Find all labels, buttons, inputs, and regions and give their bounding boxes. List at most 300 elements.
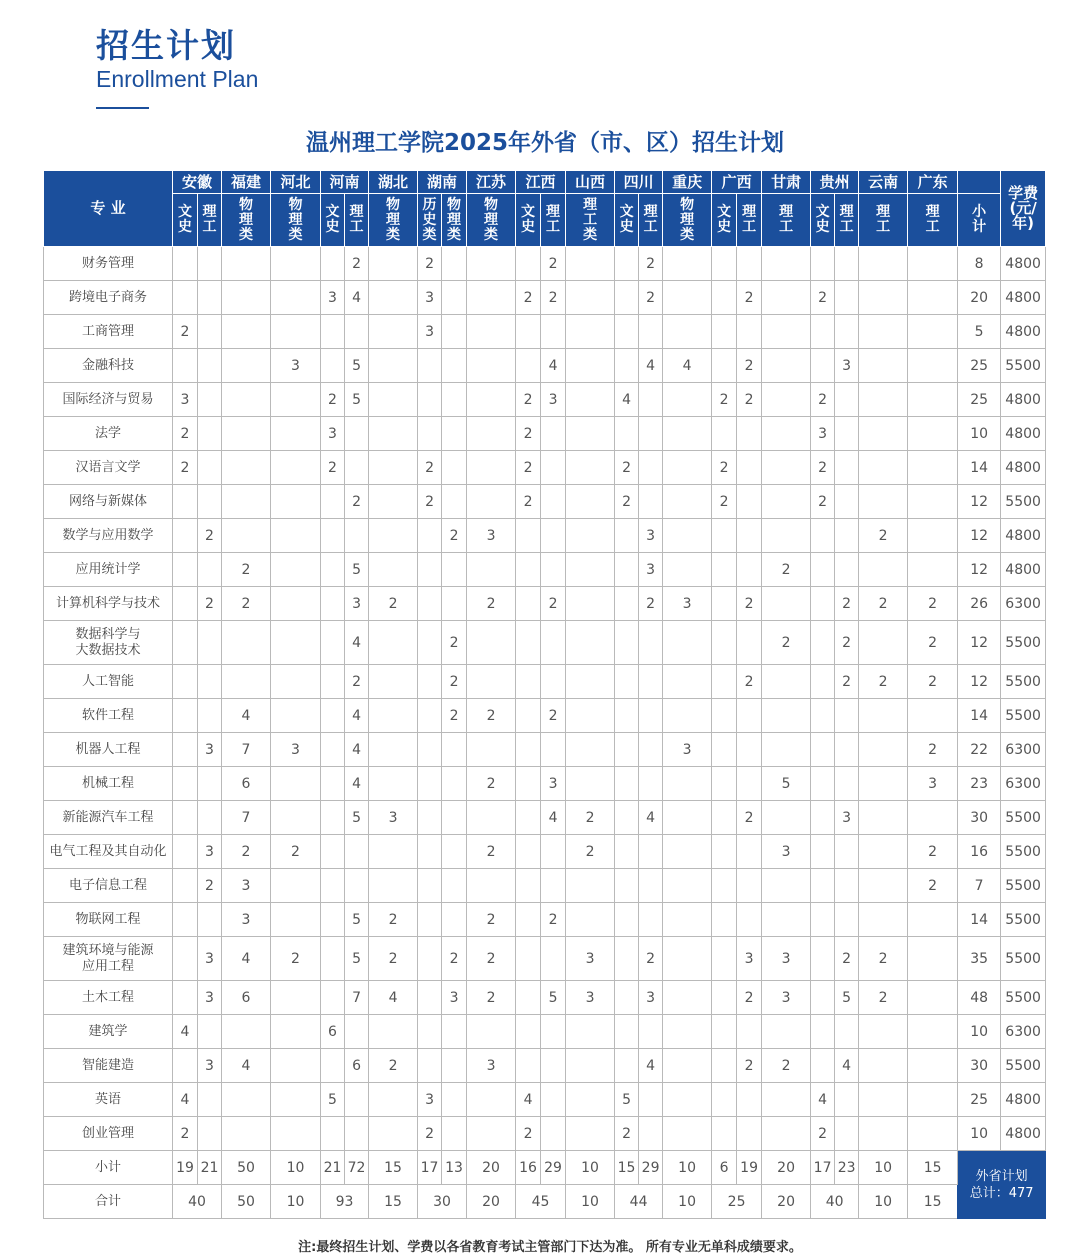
- major-name: 法学: [44, 417, 173, 451]
- quota-cell: [811, 699, 835, 733]
- row-subtotal: 14: [958, 699, 1001, 733]
- quota-cell: 2: [737, 587, 762, 621]
- footnote: 注:最终招生计划、学费以各省教育考试主管部门下达为准。 所有专业无单科成绩要求。: [298, 1240, 802, 1255]
- quota-cell: 2: [762, 553, 811, 587]
- quota-cell: [271, 281, 321, 315]
- quota-cell: 4: [811, 1083, 835, 1117]
- table-title: 温州理工学院2025年外省（市、区）招生计划: [305, 130, 784, 156]
- quota-cell: 2: [835, 621, 859, 665]
- quota-cell: [321, 733, 345, 767]
- table-row: [44, 869, 1046, 903]
- quota-cell: [345, 1083, 369, 1117]
- quota-cell: [418, 981, 442, 1015]
- subtotal-label: 小计: [44, 1151, 173, 1185]
- quota-cell: [908, 937, 958, 981]
- quota-cell: [271, 587, 321, 621]
- quota-cell: 2: [345, 665, 369, 699]
- quota-cell: [345, 315, 369, 349]
- quota-cell: [321, 519, 345, 553]
- quota-cell: [321, 315, 345, 349]
- table-row: [44, 349, 1046, 383]
- quota-cell: [908, 1117, 958, 1151]
- quota-cell: [442, 767, 467, 801]
- quota-cell: 2: [859, 519, 908, 553]
- quota-cell: [369, 247, 418, 281]
- quota-cell: [442, 247, 467, 281]
- row-subtotal: 14: [958, 903, 1001, 937]
- tuition-fee: 5500: [1001, 699, 1046, 733]
- quota-cell: [566, 281, 615, 315]
- quota-cell: [908, 383, 958, 417]
- quota-cell: [198, 417, 222, 451]
- quota-cell: [811, 869, 835, 903]
- row-subtotal: 25: [958, 349, 1001, 383]
- grand-total: 外省计划 总计：477: [958, 1151, 1046, 1219]
- quota-cell: 3: [566, 937, 615, 981]
- quota-cell: [639, 1117, 663, 1151]
- quota-cell: 3: [762, 835, 811, 869]
- table-row: [44, 621, 1046, 665]
- quota-cell: 4: [345, 733, 369, 767]
- major-name: 软件工程: [44, 699, 173, 733]
- quota-cell: 2: [811, 281, 835, 315]
- tuition-fee: 4800: [1001, 383, 1046, 417]
- quota-cell: [663, 451, 712, 485]
- quota-cell: [173, 247, 198, 281]
- quota-cell: 2: [418, 451, 442, 485]
- quota-cell: [835, 1015, 859, 1049]
- quota-cell: [663, 1015, 712, 1049]
- quota-cell: [566, 621, 615, 665]
- province-header: 江西: [516, 171, 566, 194]
- quota-cell: 2: [811, 485, 835, 519]
- tuition-fee: 5500: [1001, 485, 1046, 519]
- tuition-fee: 4800: [1001, 1117, 1046, 1151]
- quota-cell: [222, 451, 271, 485]
- quota-cell: [345, 835, 369, 869]
- subject-header: 理 工: [639, 194, 663, 247]
- quota-cell: [345, 869, 369, 903]
- header-row-subjects: [44, 194, 1046, 247]
- quota-cell: [516, 587, 541, 621]
- major-name: 网络与新媒体: [44, 485, 173, 519]
- quota-cell: [541, 665, 566, 699]
- subtotal-cell: 15: [908, 1151, 958, 1185]
- quota-cell: [467, 1117, 516, 1151]
- quota-cell: [712, 699, 737, 733]
- province-header: 江苏: [467, 171, 516, 194]
- quota-cell: [321, 937, 345, 981]
- quota-cell: 3: [541, 767, 566, 801]
- quota-cell: [566, 1117, 615, 1151]
- quota-cell: [541, 1117, 566, 1151]
- quota-cell: [859, 903, 908, 937]
- major-name: 智能建造: [44, 1049, 173, 1083]
- province-total: 15: [369, 1185, 418, 1219]
- quota-cell: [615, 835, 639, 869]
- quota-cell: [442, 315, 467, 349]
- quota-cell: [615, 315, 639, 349]
- quota-cell: [712, 587, 737, 621]
- quota-cell: [835, 835, 859, 869]
- quota-cell: [737, 553, 762, 587]
- quota-cell: 2: [442, 621, 467, 665]
- quota-cell: 2: [859, 981, 908, 1015]
- quota-cell: [369, 1015, 418, 1049]
- province-header: 河南: [321, 171, 369, 194]
- quota-cell: [418, 903, 442, 937]
- tuition-fee: 5500: [1001, 801, 1046, 835]
- subject-header: 物 理 类: [467, 194, 516, 247]
- quota-cell: [566, 553, 615, 587]
- quota-cell: [811, 519, 835, 553]
- quota-cell: [442, 383, 467, 417]
- subtotal-cell: 17: [418, 1151, 442, 1185]
- quota-cell: 3: [198, 733, 222, 767]
- row-subtotal: 16: [958, 835, 1001, 869]
- province-total: 93: [321, 1185, 369, 1219]
- quota-cell: [418, 1049, 442, 1083]
- quota-cell: [859, 1083, 908, 1117]
- subject-header: 物 理 类: [442, 194, 467, 247]
- quota-cell: [615, 1015, 639, 1049]
- quota-cell: [271, 903, 321, 937]
- quota-cell: [615, 281, 639, 315]
- row-subtotal: 10: [958, 1015, 1001, 1049]
- quota-cell: 2: [173, 451, 198, 485]
- table-row: [44, 1117, 1046, 1151]
- quota-cell: 7: [222, 733, 271, 767]
- quota-cell: [615, 417, 639, 451]
- quota-cell: [198, 1015, 222, 1049]
- quota-cell: 2: [615, 1117, 639, 1151]
- quota-cell: 5: [345, 383, 369, 417]
- quota-cell: [615, 665, 639, 699]
- quota-cell: [712, 665, 737, 699]
- quota-cell: [173, 903, 198, 937]
- province-total: 15: [908, 1185, 958, 1219]
- quota-cell: 2: [271, 937, 321, 981]
- table-row: [44, 383, 1046, 417]
- quota-cell: 2: [516, 417, 541, 451]
- quota-cell: [835, 903, 859, 937]
- quota-cell: [516, 767, 541, 801]
- row-subtotal: 12: [958, 621, 1001, 665]
- quota-cell: [615, 801, 639, 835]
- quota-cell: [811, 937, 835, 981]
- quota-cell: [541, 519, 566, 553]
- quota-cell: [835, 699, 859, 733]
- quota-cell: [811, 767, 835, 801]
- quota-cell: [737, 1083, 762, 1117]
- quota-cell: [835, 315, 859, 349]
- quota-cell: [908, 981, 958, 1015]
- quota-cell: [835, 767, 859, 801]
- quota-cell: [541, 835, 566, 869]
- quota-cell: 2: [467, 903, 516, 937]
- quota-cell: [198, 349, 222, 383]
- row-subtotal: 12: [958, 519, 1001, 553]
- quota-cell: [908, 801, 958, 835]
- quota-cell: [615, 869, 639, 903]
- quota-cell: [835, 417, 859, 451]
- quota-cell: 2: [908, 621, 958, 665]
- quota-cell: [467, 733, 516, 767]
- quota-cell: 3: [173, 383, 198, 417]
- quota-cell: [516, 801, 541, 835]
- quota-cell: [639, 383, 663, 417]
- quota-cell: [663, 903, 712, 937]
- tuition-fee: 5500: [1001, 937, 1046, 981]
- quota-cell: [541, 869, 566, 903]
- quota-cell: 4: [639, 1049, 663, 1083]
- quota-cell: 3: [271, 349, 321, 383]
- quota-cell: [271, 767, 321, 801]
- quota-cell: [467, 869, 516, 903]
- quota-cell: [516, 1049, 541, 1083]
- quota-cell: [859, 383, 908, 417]
- quota-cell: 2: [639, 247, 663, 281]
- quota-cell: [835, 281, 859, 315]
- quota-cell: [762, 1117, 811, 1151]
- quota-cell: [222, 485, 271, 519]
- quota-cell: 5: [345, 801, 369, 835]
- quota-cell: 2: [173, 1117, 198, 1151]
- quota-cell: [516, 937, 541, 981]
- quota-cell: [663, 665, 712, 699]
- quota-cell: [762, 315, 811, 349]
- quota-cell: [737, 903, 762, 937]
- province-header: 安徽: [173, 171, 222, 194]
- province-total: 20: [467, 1185, 516, 1219]
- quota-cell: 4: [173, 1083, 198, 1117]
- quota-cell: [615, 519, 639, 553]
- quota-cell: 2: [516, 281, 541, 315]
- major-name: 土木工程: [44, 981, 173, 1015]
- quota-cell: 2: [369, 1049, 418, 1083]
- quota-cell: [467, 621, 516, 665]
- quota-cell: [442, 801, 467, 835]
- quota-cell: [442, 1117, 467, 1151]
- quota-cell: [222, 281, 271, 315]
- quota-cell: [762, 587, 811, 621]
- quota-cell: [663, 869, 712, 903]
- quota-cell: 4: [639, 801, 663, 835]
- quota-cell: 3: [418, 315, 442, 349]
- quota-cell: 2: [222, 587, 271, 621]
- quota-cell: [369, 699, 418, 733]
- header-row-provinces: [44, 171, 1046, 194]
- quota-cell: [566, 315, 615, 349]
- quota-cell: [271, 451, 321, 485]
- quota-cell: [467, 247, 516, 281]
- quota-cell: 6: [321, 1015, 345, 1049]
- major-name: 英语: [44, 1083, 173, 1117]
- row-subtotal: 30: [958, 1049, 1001, 1083]
- quota-cell: [222, 1117, 271, 1151]
- major-name: 创业管理: [44, 1117, 173, 1151]
- quota-cell: [271, 247, 321, 281]
- quota-cell: [516, 733, 541, 767]
- quota-cell: [442, 903, 467, 937]
- quota-cell: [859, 281, 908, 315]
- tuition-fee: 4800: [1001, 417, 1046, 451]
- quota-cell: [663, 937, 712, 981]
- quota-cell: [639, 665, 663, 699]
- quota-cell: [271, 1049, 321, 1083]
- row-subtotal: 20: [958, 281, 1001, 315]
- quota-cell: [762, 281, 811, 315]
- quota-cell: 2: [345, 247, 369, 281]
- quota-cell: [712, 835, 737, 869]
- major-name: 机器人工程: [44, 733, 173, 767]
- quota-cell: [859, 1117, 908, 1151]
- quota-cell: 2: [737, 383, 762, 417]
- quota-cell: 2: [321, 383, 345, 417]
- quota-cell: [615, 247, 639, 281]
- total-label: 合计: [44, 1185, 173, 1219]
- quota-cell: [442, 349, 467, 383]
- quota-cell: [811, 587, 835, 621]
- quota-cell: [639, 485, 663, 519]
- province-header: 山西: [566, 171, 615, 194]
- quota-cell: 5: [345, 349, 369, 383]
- quota-cell: [566, 869, 615, 903]
- quota-cell: [516, 699, 541, 733]
- major-name: 应用统计学: [44, 553, 173, 587]
- subtotal-cell: 29: [639, 1151, 663, 1185]
- quota-cell: [222, 383, 271, 417]
- quota-cell: 2: [222, 553, 271, 587]
- tuition-fee: 5500: [1001, 349, 1046, 383]
- quota-cell: [566, 1049, 615, 1083]
- quota-cell: [737, 767, 762, 801]
- quota-cell: [418, 621, 442, 665]
- subtotal-cell: 10: [859, 1151, 908, 1185]
- quota-cell: [712, 1015, 737, 1049]
- tuition-fee: 5500: [1001, 665, 1046, 699]
- quota-cell: [615, 981, 639, 1015]
- quota-cell: [737, 417, 762, 451]
- row-subtotal: 23: [958, 767, 1001, 801]
- table-row: [44, 903, 1046, 937]
- quota-cell: [615, 903, 639, 937]
- quota-cell: [198, 485, 222, 519]
- quota-cell: [173, 665, 198, 699]
- quota-cell: [467, 801, 516, 835]
- quota-cell: [271, 553, 321, 587]
- major-name: 物联网工程: [44, 903, 173, 937]
- subject-header: 物 理 类: [369, 194, 418, 247]
- quota-cell: 2: [859, 665, 908, 699]
- quota-cell: 4: [345, 281, 369, 315]
- tuition-fee: 4800: [1001, 315, 1046, 349]
- quota-cell: [198, 247, 222, 281]
- quota-cell: [762, 903, 811, 937]
- quota-cell: [173, 621, 198, 665]
- quota-cell: 2: [173, 315, 198, 349]
- quota-cell: [418, 1015, 442, 1049]
- quota-cell: [663, 621, 712, 665]
- subtotal-cell: 17: [811, 1151, 835, 1185]
- quota-cell: 2: [418, 247, 442, 281]
- quota-cell: 3: [198, 981, 222, 1015]
- tuition-fee: 4800: [1001, 451, 1046, 485]
- quota-cell: 4: [222, 699, 271, 733]
- major-name: 建筑学: [44, 1015, 173, 1049]
- table-row: [44, 485, 1046, 519]
- quota-cell: [639, 417, 663, 451]
- quota-cell: [663, 1083, 712, 1117]
- quota-cell: [762, 801, 811, 835]
- quota-cell: [198, 451, 222, 485]
- quota-cell: [271, 417, 321, 451]
- table-row: [44, 1083, 1046, 1117]
- major-name: 国际经济与贸易: [44, 383, 173, 417]
- quota-cell: [467, 665, 516, 699]
- quota-cell: [615, 1049, 639, 1083]
- row-subtotal: 25: [958, 383, 1001, 417]
- quota-cell: [418, 383, 442, 417]
- quota-cell: [615, 767, 639, 801]
- table-row: [44, 247, 1046, 281]
- quota-cell: [663, 383, 712, 417]
- quota-cell: [321, 485, 345, 519]
- quota-cell: [222, 665, 271, 699]
- quota-cell: 3: [418, 1083, 442, 1117]
- subject-header: 理 工: [762, 194, 811, 247]
- tuition-fee: 6300: [1001, 733, 1046, 767]
- quota-cell: 2: [737, 349, 762, 383]
- quota-cell: [541, 621, 566, 665]
- quota-cell: 3: [908, 767, 958, 801]
- quota-cell: [811, 621, 835, 665]
- quota-cell: 2: [811, 383, 835, 417]
- quota-cell: [835, 451, 859, 485]
- quota-cell: 5: [345, 553, 369, 587]
- table-row: [44, 553, 1046, 587]
- quota-cell: [418, 869, 442, 903]
- quota-cell: [835, 733, 859, 767]
- tuition-fee: 5500: [1001, 981, 1046, 1015]
- quota-cell: [859, 733, 908, 767]
- major-name: 计算机科学与技术: [44, 587, 173, 621]
- quota-cell: 2: [321, 451, 345, 485]
- quota-cell: [908, 1049, 958, 1083]
- quota-cell: 2: [467, 981, 516, 1015]
- quota-cell: [321, 903, 345, 937]
- quota-cell: 2: [442, 665, 467, 699]
- quota-cell: 2: [859, 587, 908, 621]
- quota-cell: [173, 835, 198, 869]
- quota-cell: [835, 869, 859, 903]
- quota-cell: [321, 247, 345, 281]
- quota-cell: [467, 281, 516, 315]
- subtotal-header: 小 计: [958, 194, 1001, 247]
- quota-cell: [615, 621, 639, 665]
- quota-cell: 4: [369, 981, 418, 1015]
- quota-cell: 5: [345, 937, 369, 981]
- quota-cell: [859, 417, 908, 451]
- quota-cell: [712, 621, 737, 665]
- quota-cell: [516, 553, 541, 587]
- subtotal-cell: 72: [345, 1151, 369, 1185]
- quota-cell: [198, 281, 222, 315]
- quota-cell: 3: [442, 981, 467, 1015]
- quota-cell: [712, 519, 737, 553]
- province-header: 河北: [271, 171, 321, 194]
- quota-cell: 2: [467, 937, 516, 981]
